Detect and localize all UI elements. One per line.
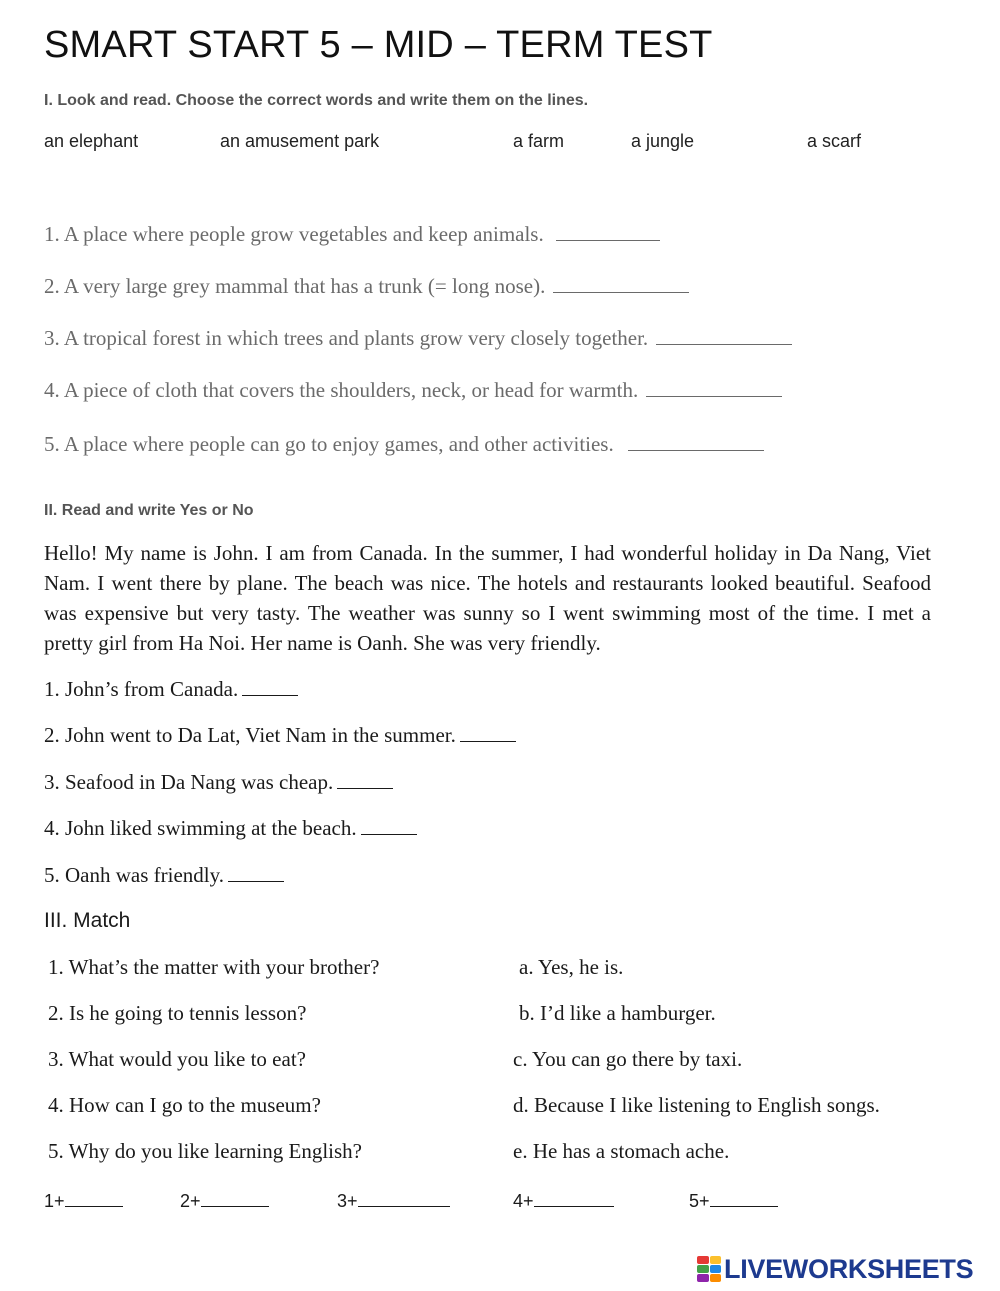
answer-blank[interactable] — [646, 378, 782, 397]
answer-blank[interactable] — [65, 1190, 123, 1207]
yes-no-statement — [44, 677, 298, 702]
match-answer: c. You can go there by taxi. — [513, 1047, 743, 1071]
match-answer: b. I’d like a hamburger. — [519, 1001, 716, 1025]
logo-text: LIVEWORKSHEETS — [724, 1253, 974, 1284]
definition-item — [44, 432, 764, 457]
definition-text: 1. A place where people grow vegetables and keep animals. — [44, 222, 544, 246]
statement-text: 1. John’s from Canada. — [44, 677, 239, 701]
definition-text: 4. A piece of cloth that covers the shoulders, neck, or head for warmth. — [44, 378, 639, 402]
answer-slot-label: 3+ — [337, 1191, 358, 1211]
answer-blank[interactable] — [534, 1190, 614, 1207]
match-answer: d. Because I like listening to English songs. — [513, 1093, 880, 1117]
match-answer-slot — [44, 1190, 123, 1212]
logo-blocks-icon — [697, 1256, 721, 1282]
yes-no-statement — [44, 863, 284, 888]
statement-text: 3. Seafood in Da Nang was cheap. — [44, 770, 334, 794]
answer-blank[interactable] — [553, 274, 689, 293]
page-title: SMART START 5 – MID – TERM TEST — [44, 24, 713, 66]
answer-blank[interactable] — [337, 770, 393, 789]
match-answer-slot — [180, 1190, 269, 1212]
answer-blank[interactable] — [656, 326, 792, 345]
definition-item — [44, 274, 689, 299]
match-question: 5. Why do you like learning English? — [48, 1139, 362, 1163]
section-3-heading: III. Match — [44, 909, 131, 932]
answer-blank[interactable] — [460, 723, 516, 742]
answer-blank[interactable] — [242, 677, 298, 696]
match-question: 4. How can I go to the museum? — [48, 1093, 321, 1117]
word-bank-item: an amusement park — [220, 131, 380, 151]
statement-text: 5. Oanh was friendly. — [44, 863, 225, 887]
definition-item — [44, 222, 660, 247]
match-answer-slot — [337, 1190, 450, 1212]
answer-blank[interactable] — [358, 1190, 450, 1207]
definition-item — [44, 326, 792, 351]
statement-text: 4. John liked swimming at the beach. — [44, 816, 357, 840]
word-bank-item: an elephant — [44, 131, 139, 151]
answer-slot-label: 5+ — [689, 1191, 710, 1211]
word-bank-item: a jungle — [631, 131, 695, 151]
section-2-heading: II. Read and write Yes or No — [44, 502, 254, 519]
reading-passage: Hello! My name is John. I am from Canada. In the summer, I had wonderful holiday in Da Nang, Viet Nam. I went there by plane. The beach was nice. The hotels and restaurants looked beautiful. Seafood was expensive but very tasty. The weather was sunny so I went swimming most of the time. I met a pretty girl from Ha Noi. Her name is Oanh. She was very friendly. — [44, 541, 931, 655]
section-1-heading: I. Look and read. Choose the correct words and write them on the lines. — [44, 92, 589, 109]
match-question: 2. Is he going to tennis lesson? — [48, 1001, 307, 1025]
definition-item — [44, 378, 782, 403]
answer-blank[interactable] — [201, 1190, 269, 1207]
match-answer-slot — [513, 1190, 614, 1212]
yes-no-statement — [44, 816, 417, 841]
match-answer: a. Yes, he is. — [519, 955, 624, 979]
match-question: 3. What would you like to eat? — [48, 1047, 306, 1071]
definition-text: 3. A tropical forest in which trees and plants grow very closely together. — [44, 326, 649, 350]
definition-text: 5. A place where people can go to enjoy games, and other activities. — [44, 432, 614, 456]
answer-slot-label: 4+ — [513, 1191, 534, 1211]
match-question: 1. What’s the matter with your brother? — [48, 955, 380, 979]
answer-blank[interactable] — [228, 863, 284, 882]
answer-slot-label: 1+ — [44, 1191, 65, 1211]
statement-text: 2. John went to Da Lat, Viet Nam in the summer. — [44, 723, 456, 747]
answer-blank[interactable] — [710, 1190, 778, 1207]
answer-blank[interactable] — [361, 816, 417, 835]
yes-no-statement — [44, 723, 516, 748]
word-bank-item: a scarf — [807, 131, 862, 151]
liveworksheets-logo[interactable] — [697, 1253, 973, 1285]
answer-blank[interactable] — [556, 222, 660, 241]
match-answer: e. He has a stomach ache. — [513, 1139, 730, 1163]
word-bank-item: a farm — [513, 131, 565, 151]
yes-no-statement — [44, 770, 393, 795]
answer-slot-label: 2+ — [180, 1191, 201, 1211]
answer-blank[interactable] — [628, 432, 764, 451]
definition-text: 2. A very large grey mammal that has a trunk (= long nose). — [44, 274, 546, 298]
match-answer-slot — [689, 1190, 778, 1212]
